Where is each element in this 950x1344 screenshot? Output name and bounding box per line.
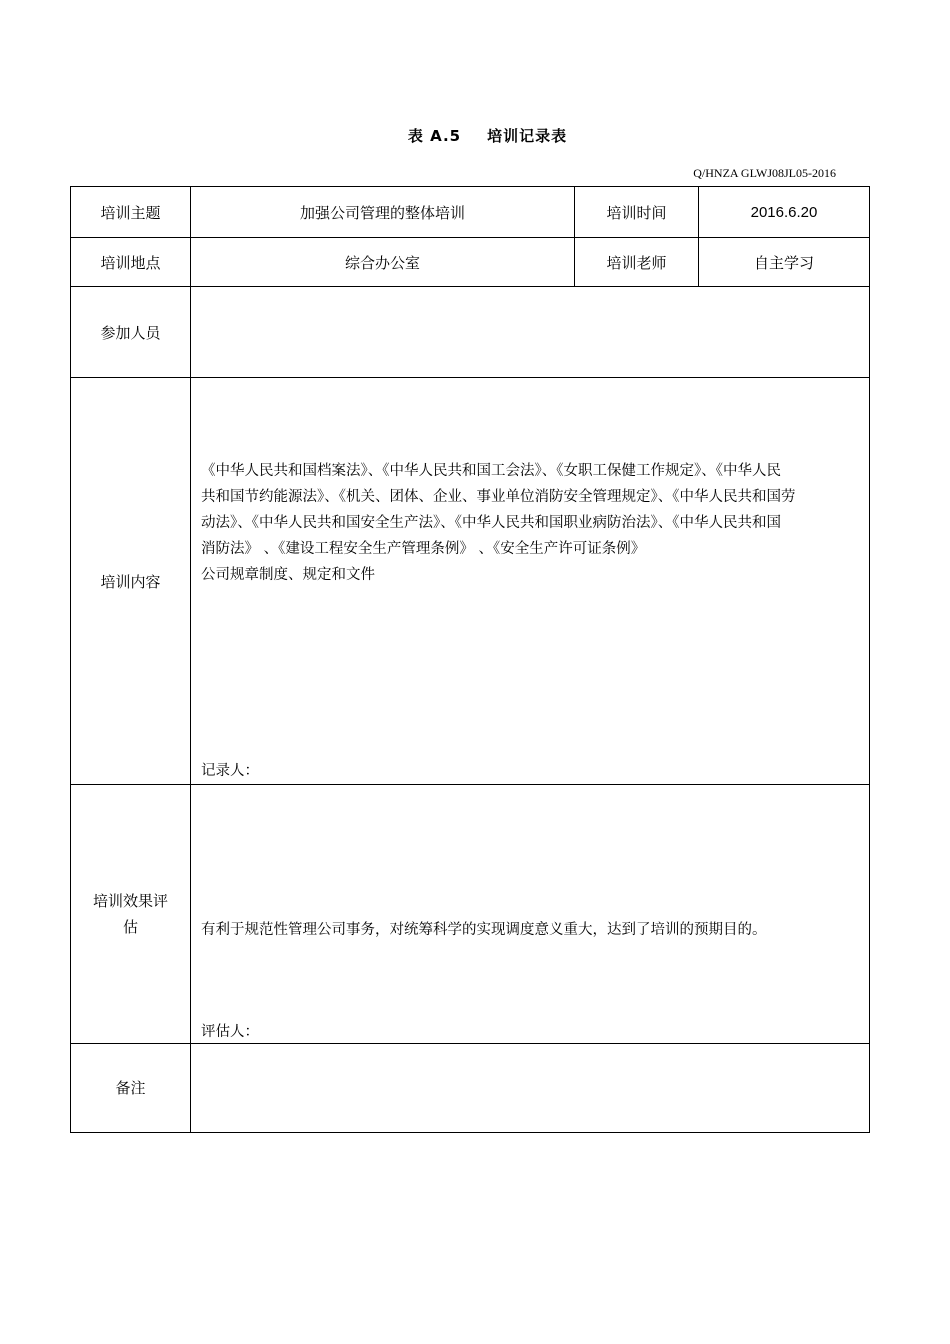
table-row [71,785,870,1044]
table-number: 表 A.5 [407,127,462,145]
evaluation-label [71,785,191,1044]
recorder-label: 记录人： [201,763,259,779]
time-value: 2016.6.20 [699,187,870,238]
training-record-table [70,186,870,1133]
teacher-label: 培训老师 [575,238,699,287]
participants-label: 参加人员 [71,287,191,378]
content-line: 消防法》 、《建设工程安全生产管理条例》 、《安全生产许可证条例》 [201,541,646,557]
participants-value [191,287,870,378]
topic-value: 加强公司管理的整体培训 [191,187,575,238]
evaluation-text: 有利于规范性管理公司事务，对统筹科学的实现调度意义重大，达到了培训的预期目的。 [201,922,767,938]
evaluation-label-line: 估 [122,918,138,936]
content-line: 动法》、《中华人民共和国安全生产法》、《中华人民共和国职业病防治法》、《中华人民共和国 [201,515,781,531]
table-row [71,1044,870,1133]
remarks-value [191,1044,870,1133]
remarks-label: 备注 [71,1044,191,1133]
content-line: 共和国节约能源法》、《机关、团体、企业、事业单位消防安全管理规定》、《中华人民共和国劳 [201,489,796,505]
table-row [71,378,870,785]
topic-label: 培训主题 [71,187,191,238]
table-title: 培训记录表 [487,127,568,145]
content-cell [191,378,870,785]
time-label: 培训时间 [575,187,699,238]
location-value: 综合办公室 [191,238,575,287]
content-text [201,458,863,588]
content-label: 培训内容 [71,378,191,785]
evaluation-label-line: 培训效果评 [92,892,168,910]
teacher-value: 自主学习 [699,238,870,287]
form-title [0,125,950,146]
content-line: 《中华人民共和国档案法》、《中华人民共和国工会法》、《女职工保健工作规定》、《中华人民 [201,463,781,479]
table-row [71,187,870,238]
document-code: Q/HNZA GLWJ08JL05-2016 [693,166,836,180]
content-line: 公司规章制度、规定和文件 [201,567,375,583]
evaluator-label: 评估人： [201,1024,259,1040]
table-row [71,238,870,287]
location-label: 培训地点 [71,238,191,287]
evaluation-cell [191,785,870,1044]
table-row [71,287,870,378]
